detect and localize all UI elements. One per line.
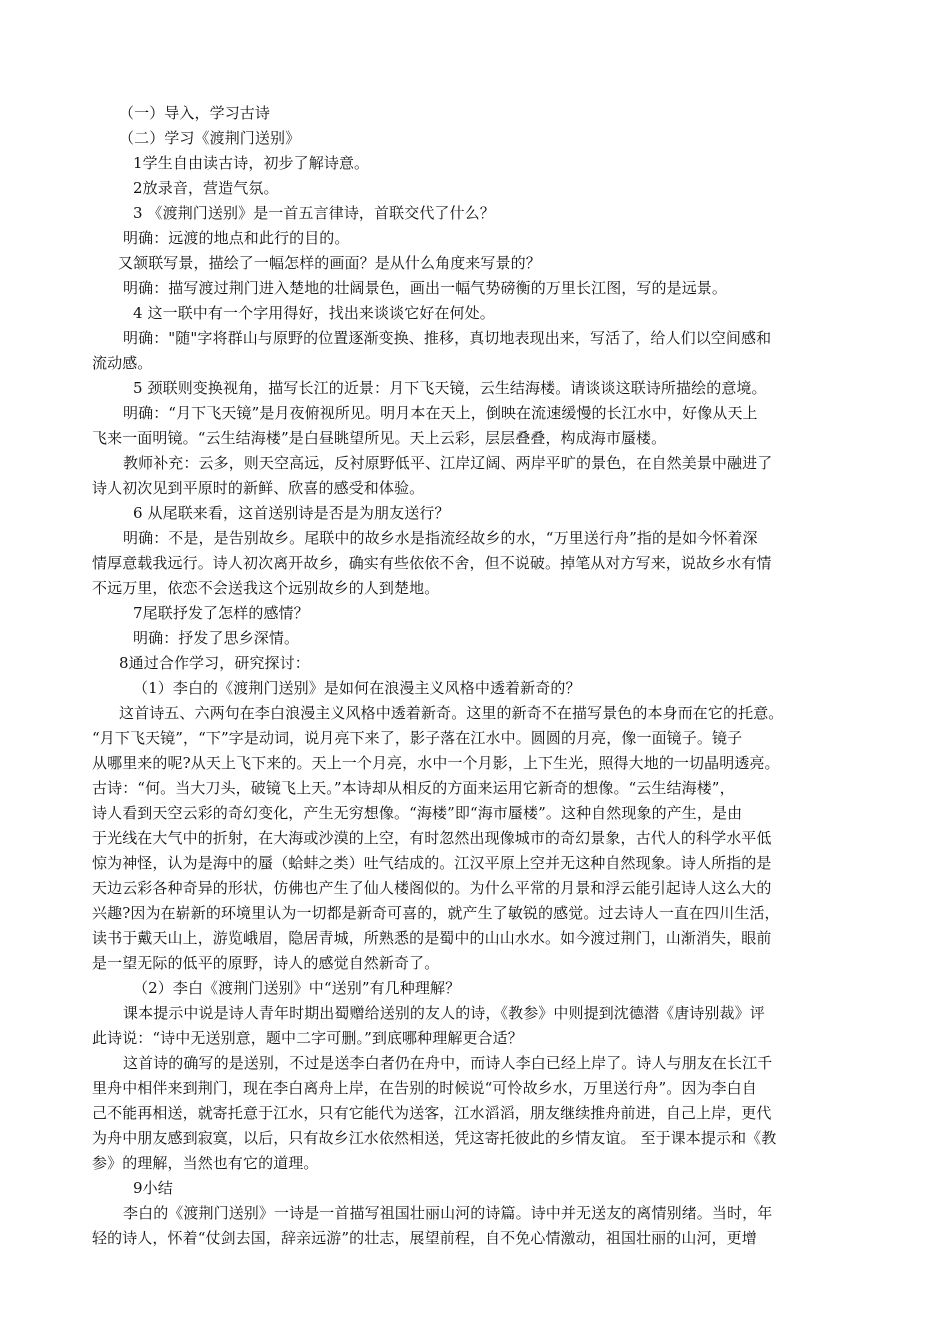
text-line: （一）导入，学习古诗 bbox=[119, 104, 271, 122]
text-line: 8通过合作学习，研究探讨： bbox=[119, 654, 310, 672]
text-line: 3 《渡荆门送别》是一首五言律诗，首联交代了什么？ bbox=[133, 204, 495, 222]
text-line: 不远万里，依恋不会送我这个远别故乡的人到楚地。 bbox=[92, 579, 440, 597]
text-line: 明确：“月下飞天镜”是月夜俯视所见。明月本在天上，倒映在流速缓慢的长江水中，好像从天上 bbox=[123, 404, 758, 422]
text-line: 明确：不是，是告别故乡。尾联中的故乡水是指流经故乡的水，“万里送行舟”指的是如今怀着深 bbox=[123, 529, 758, 547]
text-line: 于光线在大气中的折射，在大海或沙漠的上空，有时忽然出现像城市的奇幻景象，古代人的科学水平低 bbox=[92, 829, 772, 847]
text-line: 参》的理解，当然也有它的道理。 bbox=[92, 1154, 319, 1172]
text-line: 明确：抒发了思乡深情。 bbox=[133, 629, 300, 647]
text-line: 诗人初次见到平原时的新鲜、欣喜的感受和体验。 bbox=[92, 479, 425, 497]
text-line: 古诗：“何。当大刀头，破镜飞上天。”本诗却从相反的方面来运用它新奇的想像。“云生结海楼”， bbox=[92, 779, 735, 797]
text-line: 7尾联抒发了怎样的感情？ bbox=[133, 604, 309, 622]
text-line: “月下飞天镜”，“下”字是动词，说月亮下来了，影子落在江水中。圆圆的月亮，像一面镜子。镜子 bbox=[92, 729, 743, 747]
text-line: 里舟中相伴来到荆门，现在李白离舟上岸，在告别的时候说“可怜故乡水，万里送行舟”。因为李白自 bbox=[92, 1079, 757, 1097]
text-line: 惊为神怪，认为是海中的蜃（蛤蚌之类）吐气结成的。江汉平原上空并无这种自然现象。诗人所指的是 bbox=[92, 854, 772, 872]
text-line: 李白的《渡荆门送别》一诗是一首描写祖国壮丽山河的诗篇。诗中并无送友的离情别绪。当时，年 bbox=[123, 1204, 773, 1222]
text-line: 天边云彩各种奇异的形状，仿佛也产生了仙人楼阁似的。为什么平常的月景和浮云能引起诗人这么大的 bbox=[92, 879, 772, 897]
text-line: 这首诗的确写的是送别，不过是送李白者仍在舟中，而诗人李白已经上岸了。诗人与朋友在长江千 bbox=[123, 1054, 773, 1072]
text-line: 兴趣?因为在崭新的环境里认为一切都是新奇可喜的，就产生了敏锐的感觉。过去诗人一直在四川生活， bbox=[92, 904, 780, 922]
text-line: 流动感。 bbox=[92, 354, 153, 372]
text-line: 情厚意载我远行。诗人初次离开故乡，确实有些依依不舍，但不说破。掉笔从对方写来，说故乡水有情 bbox=[92, 554, 772, 572]
text-line: 6 从尾联来看，这首送别诗是否是为朋友送行？ bbox=[133, 504, 450, 522]
text-line: 明确："随"字将群山与原野的位置逐渐变换、推移，真切地表现出来，写活了，给人们以空间感和 bbox=[123, 329, 772, 347]
text-line: 4 这一联中有一个字用得好，找出来谈谈它好在何处。 bbox=[133, 304, 495, 322]
text-line: 诗人看到天空云彩的奇幻变化，产生无穷想像。“海楼”即“海市蜃楼”。这种自然现象的产生，是由 bbox=[92, 804, 743, 822]
text-line: 飞来一面明镜。“云生结海楼”是白昼眺望所见。天上云彩，层层叠叠，构成海市蜃楼。 bbox=[92, 429, 667, 447]
text-line: 教师补充：云多，则天空高远，反衬原野低平、江岸辽阔、两岸平旷的景色，在自然美景中融进了 bbox=[123, 454, 773, 472]
text-line: 此诗说：“诗中无送别意，题中二字可删。”到底哪种理解更合适？ bbox=[92, 1029, 523, 1047]
text-line: 为舟中朋友感到寂寞，以后，只有故乡江水依然相送，凭这寄托彼此的乡情友谊。 至于课本提示和《教 bbox=[92, 1129, 777, 1147]
text-line: 5 颈联则变换视角，描写长江的近景：月下飞天镜，云生结海楼。请谈谈这联诗所描绘的意境。 bbox=[133, 379, 767, 397]
text-line: 己不能再相送，就寄托意于江水，只有它能代为送客，江水滔滔，朋友继续推舟前进，自己上岸，更代 bbox=[92, 1104, 772, 1122]
text-line: 又颔联写景，描绘了一幅怎样的画面？是从什么角度来写景的？ bbox=[118, 254, 541, 272]
text-line: 明确：远渡的地点和此行的目的。 bbox=[123, 229, 350, 247]
text-line: 是一望无际的低平的原野，诗人的感觉自然新奇了。 bbox=[92, 954, 440, 972]
text-line: 1学生自由读古诗，初步了解诗意。 bbox=[133, 154, 370, 172]
text-line: 轻的诗人，怀着“仗剑去国，辞亲远游”的壮志，展望前程，自不免心情激动，祖国壮丽的山河，更增 bbox=[92, 1229, 757, 1247]
text-line: （二）学习《渡荆门送别》 bbox=[119, 129, 301, 147]
text-line: 课本提示中说是诗人青年时期出蜀赠给送别的友人的诗，《教参》中则提到沈德潜《唐诗别裁》评 bbox=[123, 1004, 765, 1022]
text-line: （1）李白的《渡荆门送别》是如何在浪漫主义风格中透着新奇的？ bbox=[133, 679, 581, 697]
text-line: 明确：描写渡过荆门进入楚地的壮阔景色，画出一幅气势磅衡的万里长江图，写的是远景。 bbox=[123, 279, 728, 297]
text-line: 2放录音，营造气氛。 bbox=[133, 179, 279, 197]
text-line: 这首诗五、六两句在李白浪漫主义风格中透着新奇。这里的新奇不在描写景色的本身而在它的托意。 bbox=[119, 704, 784, 722]
text-line: 读书于戴天山上，游览峨眉，隐居青城，所熟悉的是蜀中的山山水水。如今渡过荆门，山渐消失，眼前 bbox=[92, 929, 772, 947]
text-line: 9小结 bbox=[133, 1179, 173, 1197]
text-line: 从哪里来的呢?从天上飞下来的。天上一个月亮，水中一个月影，上下生光，照得大地的一切晶明透亮。 bbox=[92, 754, 780, 772]
text-line: （2）李白《渡荆门送别》中“送别”有几种理解？ bbox=[133, 979, 461, 997]
